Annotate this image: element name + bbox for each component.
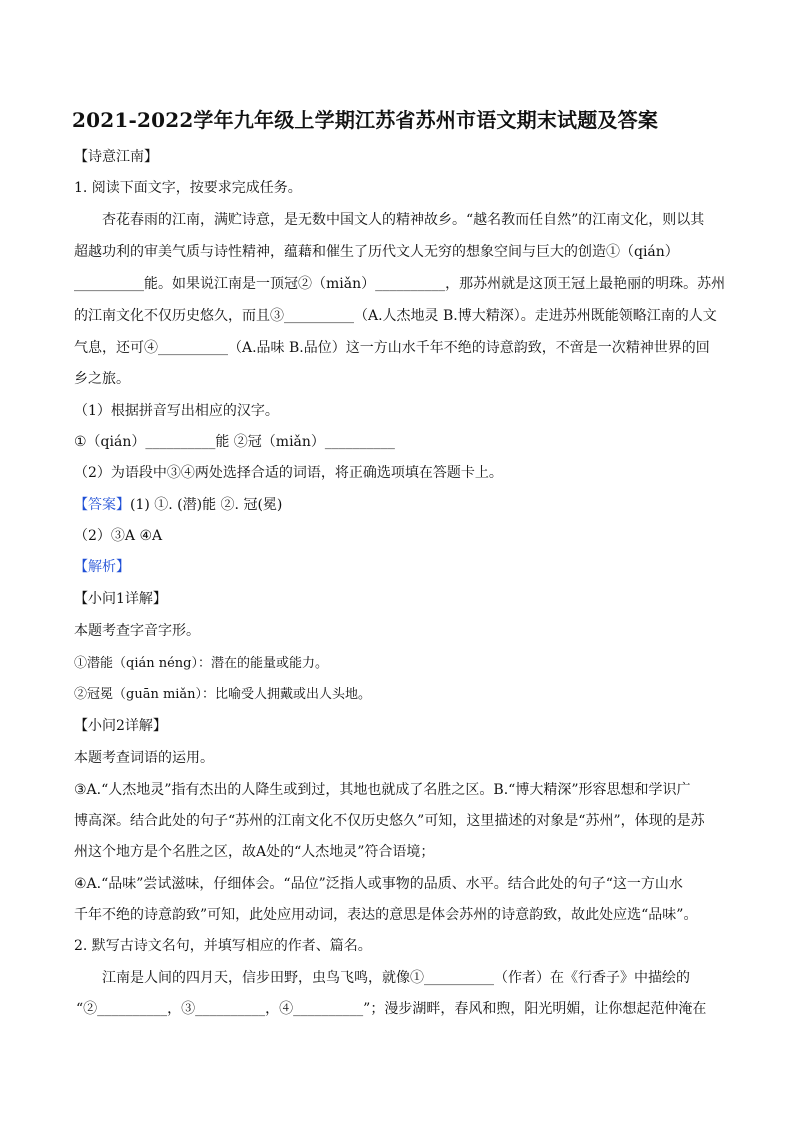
sub-question-1: （1）根据拼音写出相应的汉字。 xyxy=(74,403,279,419)
answer-label: 【答案】 xyxy=(74,497,130,513)
question-2-stem: 2. 默写古诗文名句，并填写相应的作者、篇名。 xyxy=(74,938,372,954)
passage-line: 乡之旅。 xyxy=(74,371,130,387)
page-title: 2021-2022学年九年级上学期江苏省苏州市语文期末试题及答案 xyxy=(72,108,659,132)
passage-line: 气息，还可④__________（A.品味 B.品位）这一方山水千年不绝的诗意韵致，不啻是一次精神世界的回 xyxy=(74,340,710,356)
detail-line: ①潜能（qián néng）：潜在的能量或能力。 xyxy=(74,656,328,671)
detail-line: 博高深。结合此处的句子“苏州的江南文化不仅历史悠久”可知，这里描述的对象是“苏州”，体现的是苏 xyxy=(74,813,705,829)
detail-line: ③A.“人杰地灵”指有杰出的人降生或到过，其地也就成了名胜之区。B.“博大精深”形容思想和学识广 xyxy=(74,782,691,798)
detail-line: 本题考查字音字形。 xyxy=(74,623,200,639)
passage-line: 杏花春雨的江南，满贮诗意，是无数中国文人的精神故乡。“越名教而任自然”的江南文化，则以其 xyxy=(102,212,705,228)
detail-line: ④A.“品味”尝试滋味，仔细体会。“品位”泛指人或事物的品质、水平。结合此处的句子“这一方山水 xyxy=(74,876,683,892)
answer-text: (1) ①. (潜)能 ②. 冠(冕) xyxy=(130,497,283,513)
section-header: 【诗意江南】 xyxy=(74,149,158,165)
detail-line: 千年不绝的诗意韵致”可知，此处应用动词，表达的意思是体会苏州的诗意韵致，故此处应选“品味”。 xyxy=(74,907,698,923)
passage-line: 超越功利的审美气质与诗性精神，蕴藉和催生了历代文人无穷的想象空间与巨大的创造①（qián） xyxy=(74,244,679,260)
detail-line: ②冠冕（guān miǎn）：比喻受人拥戴或出人头地。 xyxy=(74,687,372,702)
passage-line: 江南是人间的四月天，信步田野，虫鸟飞鸣，就像①__________（作者）在《行香子》中描绘的 xyxy=(102,970,690,986)
analysis-label: 【解析】 xyxy=(74,559,130,575)
passage-line: __________能。如果说江南是一顶冠②（miǎn）__________，那苏州就是这顶王冠上最艳丽的明珠。苏州 xyxy=(74,276,726,292)
passage-line: 的江南文化不仅历史悠久，而且③__________（A.人杰地灵 B.博大精深）。走进苏州既能领略江南的人文 xyxy=(74,308,717,324)
detail-1-label: 【小问1详解】 xyxy=(74,591,167,607)
passage-line: “②__________，③__________，④__________”；漫步湖畔，春风和煦，阳光明媚，让你想起范仲淹在 xyxy=(76,1001,707,1017)
detail-2-label: 【小问2详解】 xyxy=(74,718,167,734)
sub-question-1-blanks: ①（qián）__________能 ②冠（miǎn）__________ xyxy=(74,434,395,450)
question-1-stem: 1. 阅读下面文字，按要求完成任务。 xyxy=(74,180,302,196)
answer-row-2: （2）③A ④A xyxy=(74,528,163,544)
detail-line: 州这个地方是个名胜之区，故A处的“人杰地灵”符合语境； xyxy=(74,844,435,860)
answer-row-1 xyxy=(74,496,282,514)
detail-line: 本题考查词语的运用。 xyxy=(74,750,214,766)
sub-question-2: （2）为语段中③④两处选择合适的词语，将正确选项填在答题卡上。 xyxy=(74,465,503,481)
